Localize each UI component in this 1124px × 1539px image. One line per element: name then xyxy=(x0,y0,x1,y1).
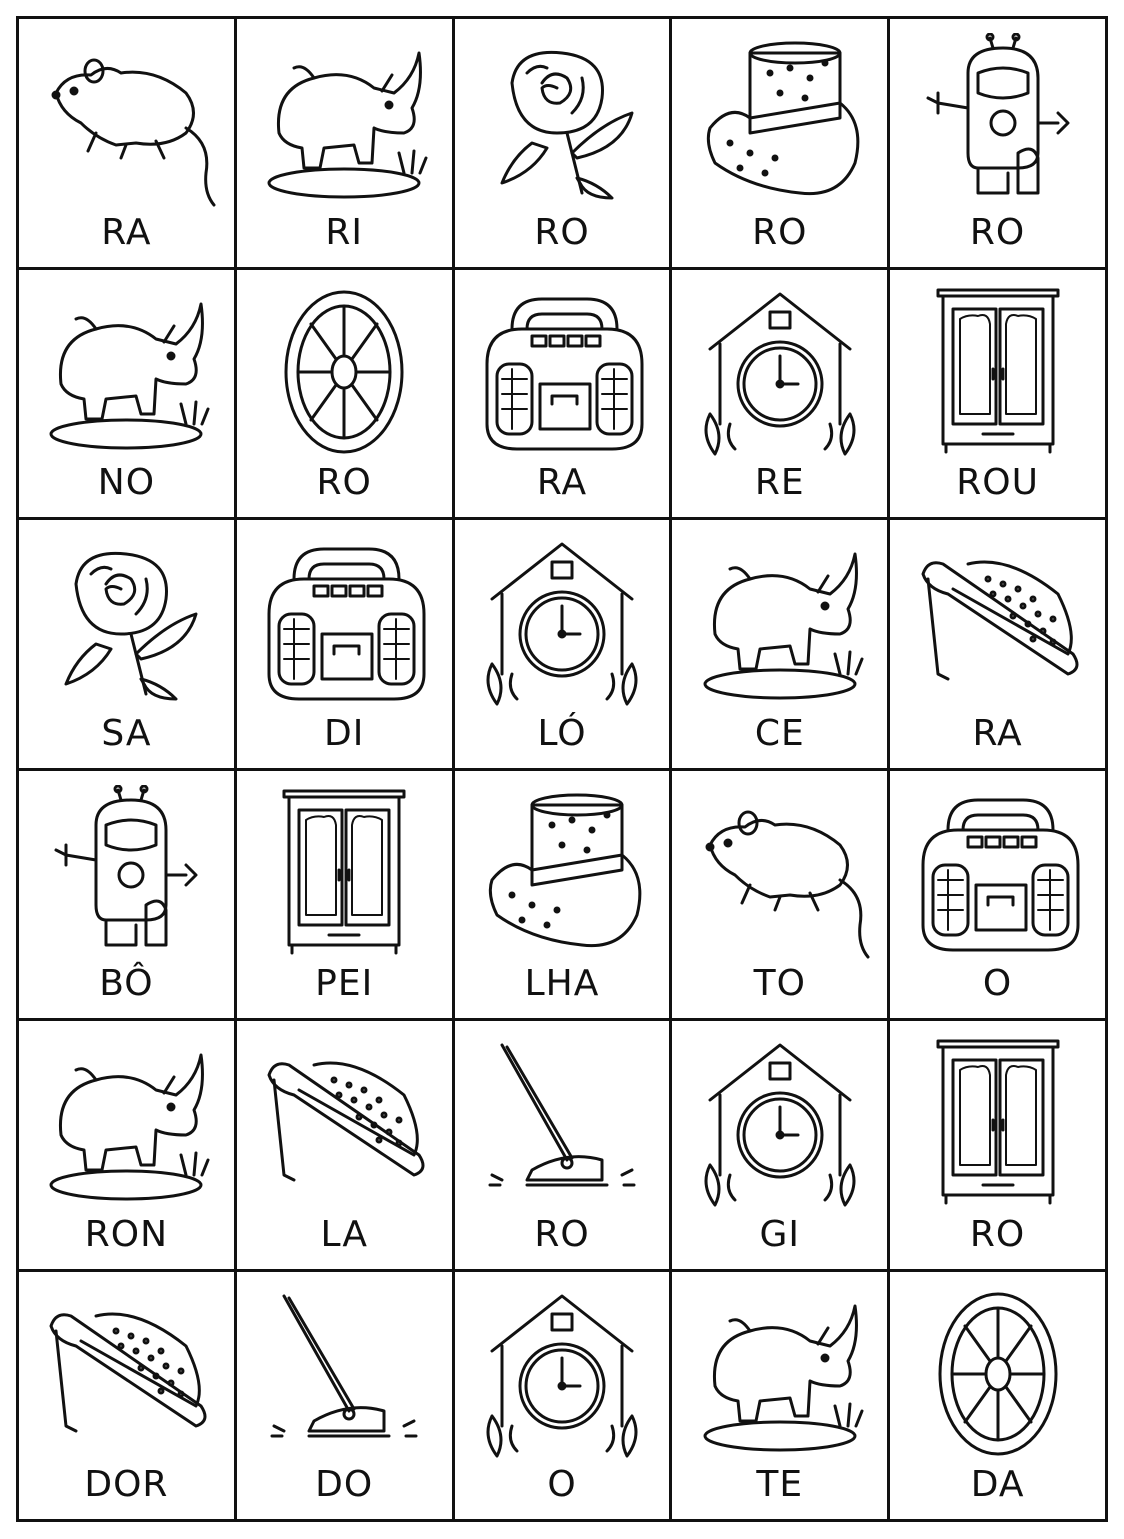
rose-icon xyxy=(469,33,656,209)
rose-icon-svg xyxy=(36,534,216,710)
syllable-label: DO xyxy=(315,1464,374,1505)
syllable-label: RA xyxy=(972,712,1023,754)
syllable-card xyxy=(237,771,455,1022)
grater-icon xyxy=(904,534,1091,710)
robot-icon xyxy=(904,33,1091,209)
hat-icon-svg xyxy=(690,33,870,209)
syllable-card xyxy=(672,1021,890,1272)
syllable-card xyxy=(455,270,673,521)
syllable-card-grid xyxy=(16,16,1108,1522)
syllable-card xyxy=(890,19,1108,270)
grater-icon xyxy=(33,1286,220,1462)
rhinoceros-icon xyxy=(686,1286,873,1462)
syllable-label: RO xyxy=(316,462,372,503)
cuckoo-clock-icon-svg xyxy=(472,534,652,710)
syllable-card xyxy=(455,1021,673,1272)
syllable-label: RE xyxy=(754,462,805,503)
syllable-label: TE xyxy=(756,1464,804,1505)
syllable-card xyxy=(19,270,237,521)
wheel-icon xyxy=(251,284,438,460)
syllable-label: SA xyxy=(101,712,152,754)
syllable-label: NO xyxy=(97,462,156,503)
wardrobe-icon xyxy=(904,284,1091,460)
squeegee-icon-svg xyxy=(254,1286,434,1462)
grater-icon-svg xyxy=(36,1286,216,1462)
squeegee-icon xyxy=(469,1035,656,1211)
syllable-card xyxy=(237,520,455,771)
rose-icon xyxy=(33,534,220,710)
syllable-card xyxy=(672,1272,890,1523)
wardrobe-icon-svg xyxy=(254,785,434,961)
syllable-card xyxy=(672,520,890,771)
rhinoceros-icon xyxy=(686,534,873,710)
grater-icon-svg xyxy=(254,1035,434,1211)
syllable-card xyxy=(890,771,1108,1022)
syllable-label: RO xyxy=(969,1213,1026,1255)
syllable-card xyxy=(890,270,1108,521)
rhinoceros-icon xyxy=(33,284,220,460)
syllable-label: PEI xyxy=(315,963,374,1004)
radio-icon-svg xyxy=(254,534,434,710)
cuckoo-clock-icon xyxy=(686,284,873,460)
wheel-icon xyxy=(904,1286,1091,1462)
syllable-card xyxy=(672,771,890,1022)
wardrobe-icon xyxy=(904,1035,1091,1211)
squeegee-icon xyxy=(251,1286,438,1462)
radio-icon xyxy=(904,785,1091,961)
grater-icon-svg xyxy=(908,534,1088,710)
syllable-card xyxy=(672,19,890,270)
hat-icon xyxy=(469,785,656,961)
robot-icon-svg xyxy=(36,785,216,961)
syllable-label: RO xyxy=(969,211,1026,253)
syllable-card xyxy=(19,520,237,771)
syllable-card xyxy=(237,19,455,270)
cuckoo-clock-icon xyxy=(469,1286,656,1462)
syllable-label: GI xyxy=(759,1213,801,1255)
robot-icon xyxy=(33,785,220,961)
rhinoceros-icon-svg xyxy=(36,284,216,460)
syllable-card xyxy=(890,1021,1108,1272)
syllable-label: RO xyxy=(752,211,808,253)
syllable-label: RO xyxy=(534,211,590,253)
syllable-label: BÔ xyxy=(99,963,154,1004)
rhinoceros-icon-svg xyxy=(36,1035,216,1211)
cuckoo-clock-icon-svg xyxy=(690,1035,870,1211)
syllable-label: ROU xyxy=(956,462,1039,503)
syllable-card xyxy=(890,520,1108,771)
syllable-card xyxy=(455,1272,673,1523)
syllable-card xyxy=(19,771,237,1022)
syllable-label: CE xyxy=(754,712,805,754)
syllable-card xyxy=(19,19,237,270)
rhinoceros-icon-svg xyxy=(690,1286,870,1462)
rat-icon-svg xyxy=(36,33,216,209)
rat-icon xyxy=(686,785,873,961)
radio-icon-svg xyxy=(908,785,1088,961)
cuckoo-clock-icon-svg xyxy=(472,1286,652,1462)
rat-icon-svg xyxy=(690,785,870,961)
hat-icon-svg xyxy=(472,785,652,961)
syllable-label: LA xyxy=(320,1213,368,1255)
syllable-label: RA xyxy=(101,211,152,253)
syllable-label: DI xyxy=(324,712,365,754)
wardrobe-icon-svg xyxy=(908,284,1088,460)
wheel-icon-svg xyxy=(254,284,434,460)
syllable-card xyxy=(19,1272,237,1523)
radio-icon xyxy=(469,284,656,460)
syllable-label: RO xyxy=(534,1213,590,1255)
syllable-label: TO xyxy=(753,963,806,1004)
grater-icon xyxy=(251,1035,438,1211)
syllable-label: O xyxy=(547,1464,577,1505)
syllable-card xyxy=(455,520,673,771)
syllable-card xyxy=(237,270,455,521)
syllable-card xyxy=(237,1021,455,1272)
syllable-card xyxy=(19,1021,237,1272)
wardrobe-icon-svg xyxy=(908,1035,1088,1211)
syllable-label: RI xyxy=(325,211,364,253)
robot-icon-svg xyxy=(908,33,1088,209)
syllable-label: LHA xyxy=(524,963,600,1004)
wardrobe-icon xyxy=(251,785,438,961)
radio-icon-svg xyxy=(472,284,652,460)
syllable-card xyxy=(455,19,673,270)
syllable-card xyxy=(455,771,673,1022)
cuckoo-clock-icon xyxy=(686,1035,873,1211)
rat-icon xyxy=(33,33,220,209)
cuckoo-clock-icon-svg xyxy=(690,284,870,460)
syllable-label: LÓ xyxy=(537,712,587,754)
rhinoceros-icon-svg xyxy=(690,534,870,710)
rhinoceros-icon xyxy=(33,1035,220,1211)
syllable-label: O xyxy=(982,963,1013,1004)
syllable-card xyxy=(237,1272,455,1523)
rhinoceros-icon xyxy=(251,33,438,209)
radio-icon xyxy=(251,534,438,710)
syllable-card xyxy=(672,270,890,521)
syllable-label: RA xyxy=(536,462,588,503)
syllable-label: RON xyxy=(84,1213,169,1255)
hat-icon xyxy=(686,33,873,209)
syllable-card xyxy=(890,1272,1108,1523)
rhinoceros-icon-svg xyxy=(254,33,434,209)
syllable-label: DA xyxy=(970,1464,1025,1505)
wheel-icon-svg xyxy=(908,1286,1088,1462)
syllable-label: DOR xyxy=(84,1464,169,1505)
squeegee-icon-svg xyxy=(472,1035,652,1211)
cuckoo-clock-icon xyxy=(469,534,656,710)
rose-icon-svg xyxy=(472,33,652,209)
